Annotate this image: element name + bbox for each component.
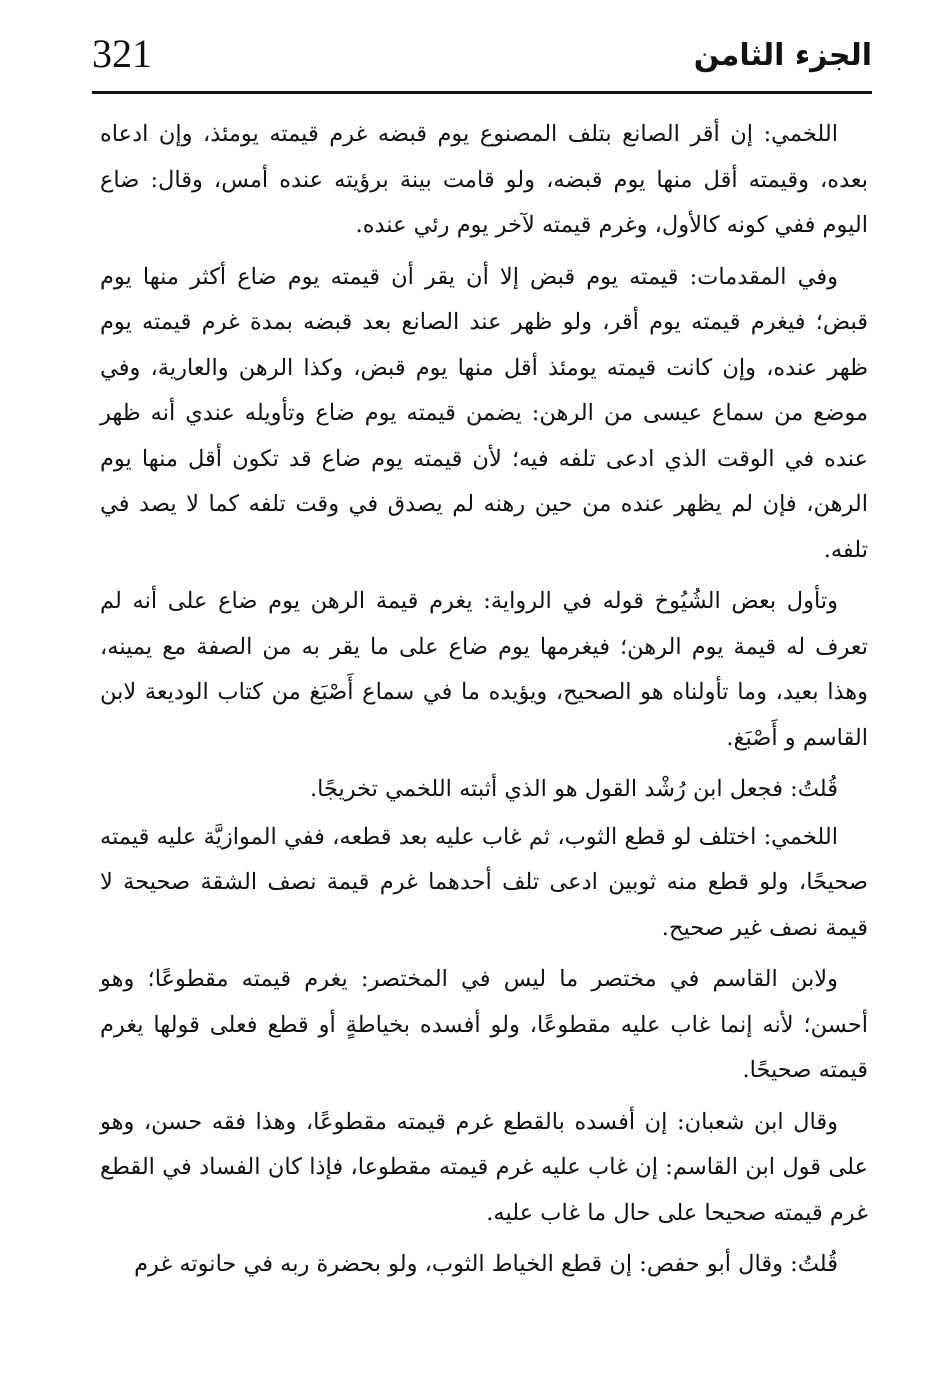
paragraph-6: ولابن القاسم في مختصر ما ليس في المختصر: يغرم قيمته مقطوعًا؛ وهو أحسن؛ لأنه إنما غاب عليه مقطوعًا، ولو أفسده بخياطةٍ أو قطع فعلى قولها يغرم قيمته صحيحًا.: [100, 966, 868, 1083]
body-text: [100, 112, 868, 1294]
page-header: [92, 22, 872, 88]
running-head: الجزء الثامن: [693, 38, 872, 73]
paragraph-1: اللخمي: إن أقر الصانع بتلف المصنوع يوم قبضه غرم قيمته يومئذ، وإن ادعاه بعده، وقيمته أقل منها يوم قبضه، ولو قامت بينة برؤيته عنده أمس، وقال: ضاع اليوم ففي كونه كالأول، وغرم قيمته لآخر يوم رئي عنده.: [100, 121, 868, 238]
paragraph-3: وتأول بعض الشُيُوخ قوله في الرواية: يغرم قيمة الرهن يوم ضاع على أنه لم تعرف له قيمة يوم الرهن؛ فيغرمها يوم ضاع على ما يقر به من الصفة مع يمينه، وهذا بعيد، وما تأولناه هو الصحيح، ويؤيده ما في سماع أَصْبَغ من كتاب الوديعة لابن القاسم و أَصْبَغ.: [100, 588, 868, 751]
paragraph-8: قُلتُ: وقال أبو حفص: إن قطع الخياط الثوب، ولو بحضرة ربه في حانوته غرم: [134, 1251, 838, 1277]
paragraph-2: وفي المقدمات: قيمته يوم قبض إلا أن يقر أن قيمته يوم ضاع أكثر منها يوم قبض؛ فيغرم قيمته يوم أقر، ولو ظهر عند الصانع بعد قبضه بمدة غرم قيمته يوم ظهر عنده، وإن كانت قيمته يومئذ أقل منها يوم قبض، وكذا الرهن والعارية، وفي موضع من سماع عيسى من الرهن: يضمن قيمته يوم ضاع وتأويله عندي أنه ظهر عنده في الوقت الذي ادعى تلفه فيه؛ لأن قيمته يوم ضاع قد تكون أقل منها يوم الرهن، فإن لم يظهر عنده من حين رهنه لم يصدق في وقت تلفه كما لا يصد في تلفه.: [100, 263, 868, 563]
paragraph-4: قُلتُ: فجعل ابن رُشْد القول هو الذي أثبته اللخمي تخريجًا.: [309, 776, 838, 802]
paragraph-5: اللخمي: اختلف لو قطع الثوب، ثم غاب عليه بعد قطعه، ففي الموازيَّة عليه قيمته صحيحًا، ولو قطع منه ثوبين ادعى تلف أحدهما غرم قيمة نصف الشقة صحيحة لا قيمة نصف غير صحيح.: [100, 823, 868, 941]
header-divider: [92, 91, 872, 94]
page-number: 321: [92, 31, 152, 76]
paragraph-7: وقال ابن شعبان: إن أفسده بالقطع غرم قيمته مقطوعًا، وهذا فقه حسن، وهو على قول ابن القاسم: إن غاب عليه غرم قيمته مقطوعا، فإذا كان الفساد في القطع غرم قيمته صحيحا على حال ما غاب عليه.: [100, 1108, 868, 1226]
